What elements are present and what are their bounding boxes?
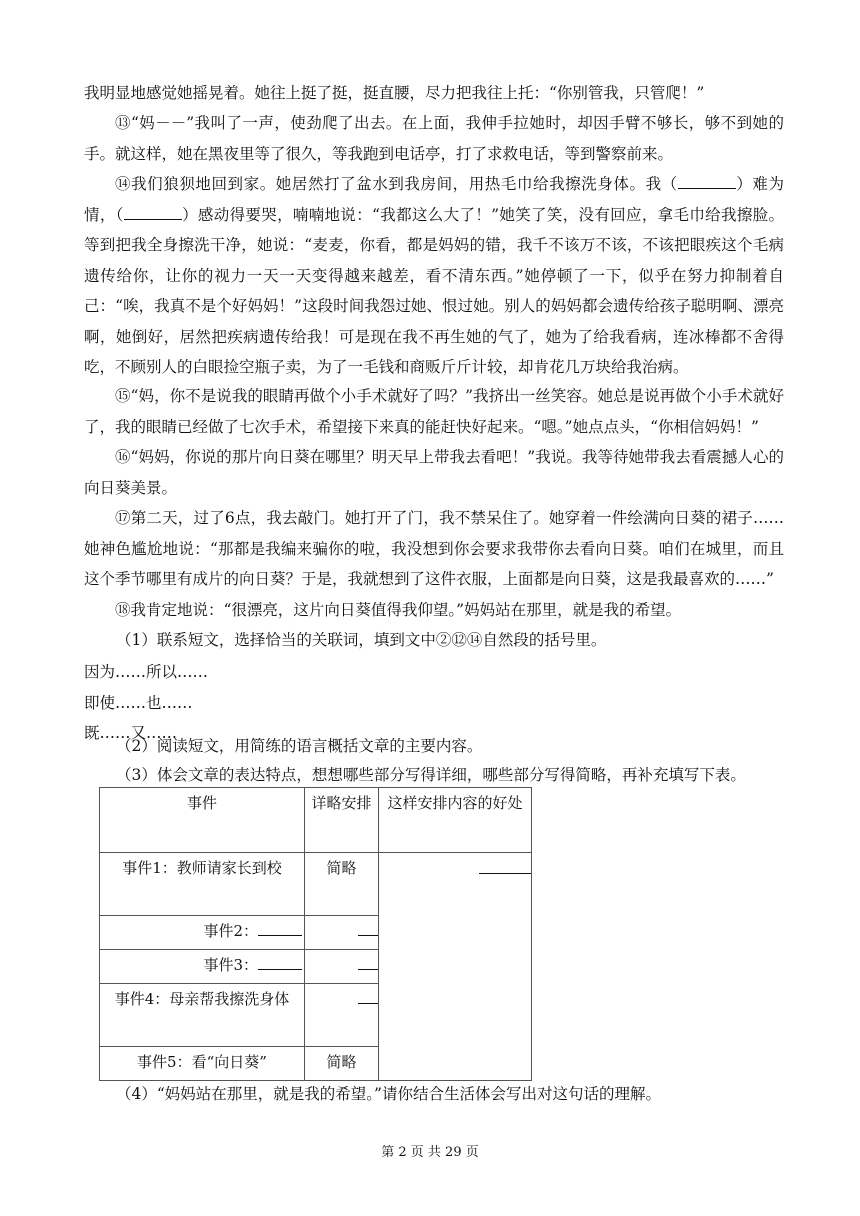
- table-cell-detail-3[interactable]: [305, 950, 379, 984]
- table-cell-event-5: 事件5：看“向日葵”: [100, 1047, 305, 1081]
- answer-blank-detail-4[interactable]: [358, 987, 378, 1004]
- option-1: 因为……所以……: [84, 663, 209, 681]
- table-cell-detail-4[interactable]: [305, 984, 379, 1047]
- table-header-benefit: 这样安排内容的好处: [379, 788, 532, 853]
- paragraph-15: ⑮“妈，你不是说我的眼睛再做个小手术就好了吗？”我挤出一丝笑容。她总是说再做个小手术就好了，我的眼睛已经做了七次手术，希望接下来真的能赶快好起来。“嗯。”她点点头，“你相信妈妈！”: [84, 387, 784, 436]
- answer-blank-detail-3[interactable]: [358, 953, 378, 970]
- table-cell-event-4: 事件4：母亲帮我擦洗身体: [100, 984, 305, 1047]
- question-3: （3）体会文章的表达特点，想想哪些部分写得详细，哪些部分写得简略，再补充填写下表。: [116, 766, 746, 784]
- paragraph-18: ⑱我肯定地说：“很漂亮，这片向日葵值得我仰望。”妈妈站在那里，就是我的希望。: [115, 601, 682, 619]
- event-2-label: 事件2：: [203, 922, 258, 940]
- answer-blank-benefit[interactable]: [479, 857, 531, 874]
- answer-blank-event-3[interactable]: [258, 953, 302, 970]
- table-cell-benefit[interactable]: [379, 853, 532, 1081]
- table-header-detail: 详略安排: [305, 788, 379, 853]
- page-footer: 第 2 页 共 29 页: [381, 1145, 479, 1160]
- table-cell-event-1: 事件1：教师请家长到校: [100, 853, 305, 916]
- answer-blank-detail-2[interactable]: [358, 919, 378, 936]
- question-2: （2）阅读短文，用简练的语言概括文章的主要内容。: [116, 737, 483, 755]
- table-header-event: 事件: [100, 788, 305, 853]
- paragraph-13: ⑬“妈－－”我叫了一声，使劲爬了出去。在上面，我伸手拉她时，却因手臂不够长，够不到她的手。就这样，她在黑夜里等了很久，等我跑到电话亭，打了求救电话，等到警察前来。: [84, 114, 784, 163]
- event-3-label: 事件3：: [203, 956, 258, 974]
- answer-blank-14a[interactable]: [678, 172, 736, 189]
- option-3: 既……又……: [84, 724, 178, 742]
- table-cell-detail-1: 简略: [305, 853, 379, 916]
- paragraph-17: ⑰第二天，过了6点，我去敲门。她打开了门，我不禁呆住了。她穿着一件绘满向日葵的裙子……她神色尴尬地说：“那都是我编来骗你的啦，我没想到你会要求我带你去看向日葵。咱们在城里，而且这个季节哪里有成片的向日葵？于是，我就想到了这件衣服，上面都是向日葵，这是我最喜欢的……”: [84, 509, 784, 588]
- paragraph-14-part-c: ）感动得要哭，喃喃地说：“我都这么大了！”她笑了笑，没有回应，拿毛巾给我擦脸。等到把我全身擦洗干净，她说：“麦麦，你看，都是妈妈的错，我千不该万不该，不该把眼疾这个毛病遗传给你，让你的视力一天一天变得越来越差，看不清东西。”她停顿了一下，似乎在努力抑制着自己：“唉，我真不是个好妈妈！”这段时间我怨过她、恨过她。别人的妈妈都会遗传给孩子聪明啊、漂亮啊，她倒好，居然把疾病遗传给我！可是现在我不再生她的气了，她为了给我看病，连冰棒都不舍得吃，不顾别人的白眼捡空瓶子卖，为了一毛钱和商贩斤斤计较，却肯花几万块给我治病。: [84, 205, 784, 376]
- question-4: （4）“妈妈站在那里，就是我的希望。”请你结合生活体会写出对这句话的理解。: [116, 1085, 661, 1103]
- paragraph-continued: 我明显地感觉她摇晃着。她往上挺了挺，挺直腰，尽力把我往上托：“你别管我，只管爬！”: [84, 84, 705, 102]
- table-cell-event-3: [100, 950, 305, 984]
- answer-table: [99, 787, 532, 1081]
- table-cell-event-2: [100, 916, 305, 950]
- paragraph-16: ⑯“妈妈，你说的那片向日葵在哪里？明天早上带我去看吧！”我说。我等待她带我去看震撼人心的向日葵美景。: [84, 448, 784, 497]
- option-2: 即使……也……: [84, 694, 193, 712]
- paragraph-14: [84, 169, 784, 383]
- question-1: （1）联系短文，选择恰当的关联词，填到文中②⑫⑭自然段的括号里。: [116, 631, 607, 649]
- paragraph-14-part-a: ⑭我们狼狈地回到家。她居然打了盆水到我房间，用热毛巾给我擦洗身体。我（: [115, 175, 678, 193]
- table-cell-detail-5: 简略: [305, 1047, 379, 1081]
- answer-blank-event-2[interactable]: [258, 919, 302, 936]
- paragraph-14-part-b: ）难为情，（: [84, 175, 784, 224]
- table-cell-detail-2[interactable]: [305, 916, 379, 950]
- answer-blank-14b[interactable]: [124, 203, 182, 220]
